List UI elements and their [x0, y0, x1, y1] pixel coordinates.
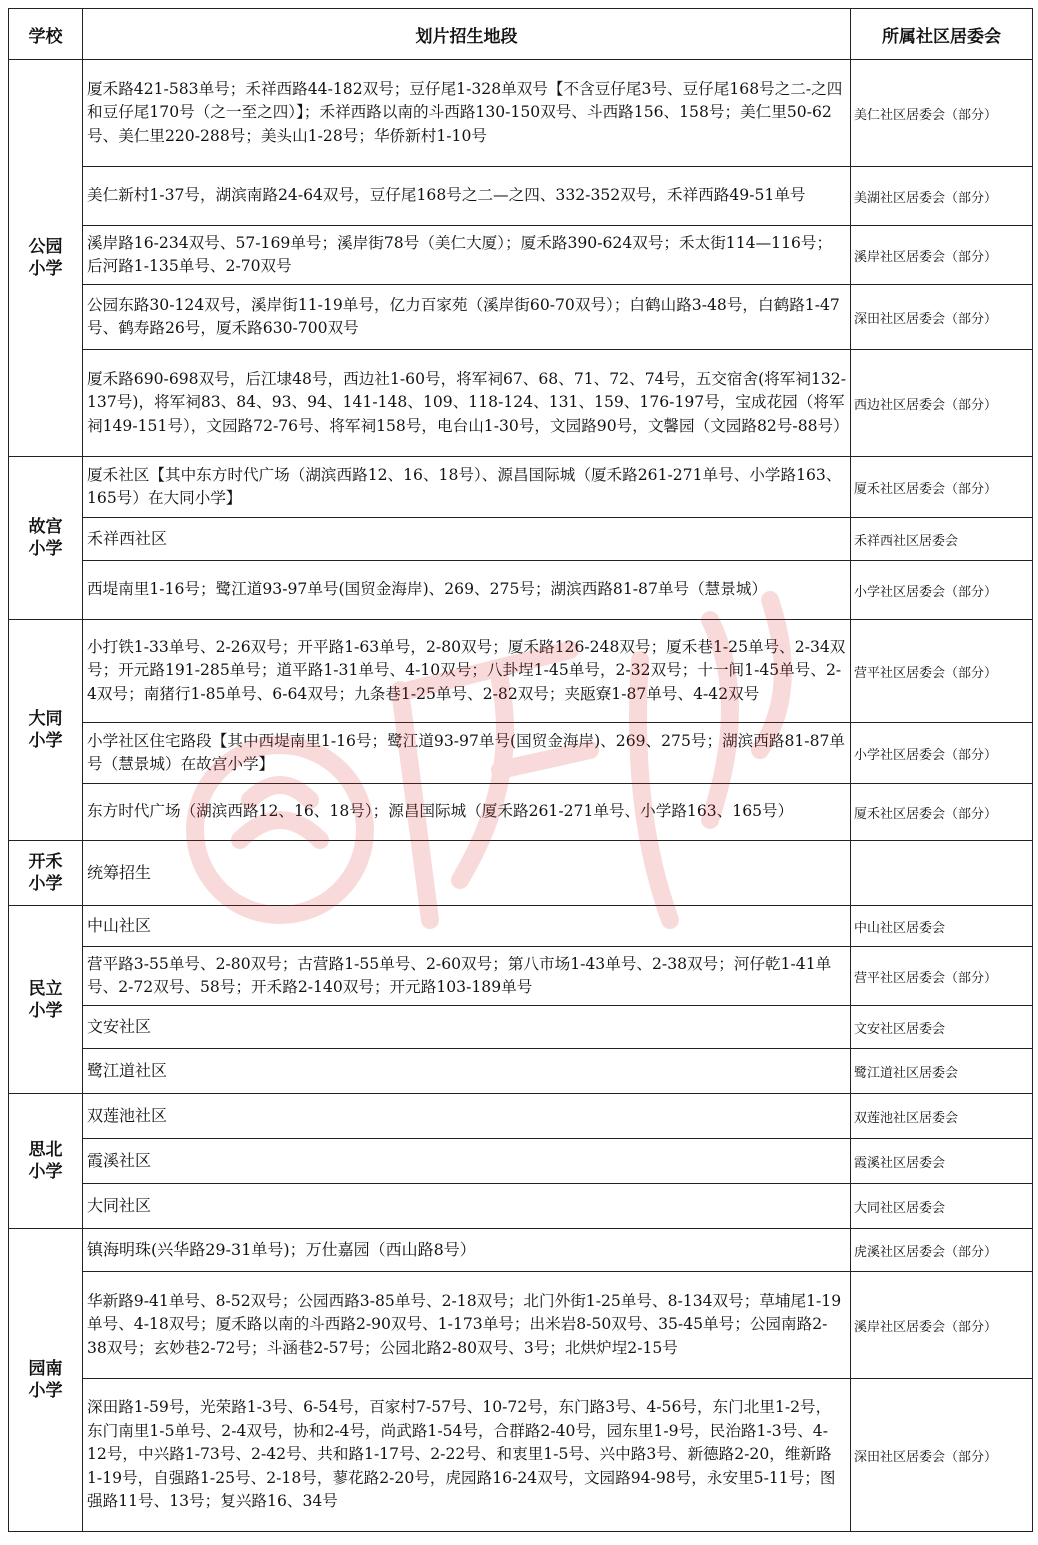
area-cell: 双莲池社区 [83, 1094, 851, 1139]
table-row [9, 1049, 1033, 1094]
table-row [9, 350, 1033, 457]
school-name-cell: 园南 小学 [9, 1229, 83, 1532]
school-name-cell: 民立 小学 [9, 906, 83, 1094]
committee-cell: 双莲池社区居委会 [851, 1094, 1033, 1139]
table-row [9, 1094, 1033, 1139]
table-row [9, 457, 1033, 518]
committee-cell: 深田社区居委会（部分） [851, 1379, 1033, 1532]
table-header-row [9, 9, 1033, 60]
committee-cell: 大同社区居委会 [851, 1184, 1033, 1229]
area-cell: 美仁新村1-37号，湖滨南路24-64双号，豆仔尾168号之二—之四、332-352双号，禾祥西路49-51单号 [83, 167, 851, 226]
committee-cell: 营平社区居委会（部分） [851, 620, 1033, 723]
area-cell: 禾祥西社区 [83, 518, 851, 561]
area-cell: 东方时代广场（湖滨西路12、16、18号）；源昌国际城（厦禾路261-271单号、小学路163、165号） [83, 784, 851, 841]
table-row [9, 285, 1033, 350]
table-row [9, 561, 1033, 620]
table-row [9, 723, 1033, 784]
table-row [9, 1229, 1033, 1272]
header-committee: 所属社区居委会 [851, 9, 1033, 60]
area-cell: 厦禾路421-583单号；禾祥西路44-182双号；豆仔尾1-328单双号【不含豆仔尾3号、豆仔尾168号之二-之四和豆仔尾170号（之一至之四）】；禾祥西路以南的斗西路130-150双号、斗西路156、158号；美仁里50-62号、美仁里220-288号；美头山1-28号；华侨新村1-10号 [83, 60, 851, 167]
table-row [9, 1184, 1033, 1229]
area-cell: 厦禾社区【其中东方时代广场（湖滨西路12、16、18号）、源昌国际城（厦禾路261-271单号、小学路163、165号）在大同小学】 [83, 457, 851, 518]
committee-cell: 深田社区居委会（部分） [851, 285, 1033, 350]
area-cell: 厦禾路690-698双号，后江埭48号，西边社1-60号，将军祠67、68、71、72、74号，五交宿舍(将军祠132-137号)，将军祠83、84、93、94、141-148、109、118-124、131、159、176-197号，宝成花园（将军祠149-151号），文园路72-76号、将军祠158号，电台山1-30号，文园路90号，文馨园（文园路82号-88号） [83, 350, 851, 457]
table-row [9, 1006, 1033, 1049]
school-name-cell: 公园 小学 [9, 60, 83, 457]
area-cell: 鹭江道社区 [83, 1049, 851, 1094]
table-row [9, 1139, 1033, 1184]
area-cell: 西堤南里1-16号；鹭江道93-97单号(国贸金海岸)、269、275号；湖滨西路81-87单号（慧景城） [83, 561, 851, 620]
committee-cell [851, 841, 1033, 906]
table-row [9, 784, 1033, 841]
table-row [9, 947, 1033, 1006]
area-cell: 中山社区 [83, 906, 851, 947]
committee-cell: 小学社区居委会（部分） [851, 723, 1033, 784]
table-row [9, 841, 1033, 906]
enrollment-zone-table-sheet [8, 8, 1032, 1532]
school-name-cell: 思北 小学 [9, 1094, 83, 1229]
table-row [9, 1379, 1033, 1532]
area-cell: 小打铁1-33单号、2-26双号；开平路1-63单号，2-80双号；厦禾路126-248双号；厦禾巷1-25单号、2-34双号；开元路191-285单号；道平路1-31单号、4-10双号；八卦埕1-45单号，2-32双号；十一间1-45单号、2-4双号；南猪行1-85单号、6-64双号；九条巷1-25单号、2-82双号；夹瓪寮1-87单号、4-42双号 [83, 620, 851, 723]
committee-cell: 小学社区居委会（部分） [851, 561, 1033, 620]
table-row [9, 60, 1033, 167]
committee-cell: 厦禾社区居委会（部分） [851, 457, 1033, 518]
area-cell: 公园东路30-124双号，溪岸街11-19单号，亿力百家苑（溪岸街60-70双号）；白鹤山路3-48号，白鹤路1-47号、鹤寿路26号，厦禾路630-700双号 [83, 285, 851, 350]
area-cell: 溪岸路16-234双号、57-169单号；溪岸街78号（美仁大厦）；厦禾路390-624双号；禾太街114—116号；后河路1-135单号、2-70双号 [83, 226, 851, 285]
committee-cell: 虎溪社区居委会（部分） [851, 1229, 1033, 1272]
header-school: 学校 [9, 9, 83, 60]
area-cell: 文安社区 [83, 1006, 851, 1049]
area-cell: 小学社区住宅路段【其中西堤南里1-16号；鹭江道93-97单号(国贸金海岸)、269、275号；湖滨西路81-87单号（慧景城）在故宫小学】 [83, 723, 851, 784]
committee-cell: 营平社区居委会（部分） [851, 947, 1033, 1006]
table-row [9, 906, 1033, 947]
area-cell: 华新路9-41单号、8-52双号；公园西路3-85单号、2-18双号；北门外街1-25单号、8-134双号；草埔尾1-19单号、4-18双号；厦禾路以南的斗西路2-90双号、1-173单号；出米岩8-50双号、35-45单号；公园南路2-38双号；玄妙巷2-72号；斗涵巷2-57号；公园北路2-80双号、3号；北烘炉埕2-15号 [83, 1272, 851, 1379]
area-cell: 统筹招生 [83, 841, 851, 906]
enrollment-zone-table [8, 8, 1033, 1532]
committee-cell: 美仁社区居委会（部分） [851, 60, 1033, 167]
area-cell: 镇海明珠(兴华路29-31单号)；万仕嘉园（西山路8号） [83, 1229, 851, 1272]
table-row [9, 1272, 1033, 1379]
table-row [9, 167, 1033, 226]
area-cell: 营平路3-55单号、2-80双号；古营路1-55单号、2-60双号；第八市场1-43单号、2-38双号；河仔乾1-41单号、2-72双号、58号；开禾路2-140双号；开元路103-189单号 [83, 947, 851, 1006]
school-name-cell: 开禾 小学 [9, 841, 83, 906]
table-row [9, 518, 1033, 561]
committee-cell: 文安社区居委会 [851, 1006, 1033, 1049]
committee-cell: 霞溪社区居委会 [851, 1139, 1033, 1184]
header-area: 划片招生地段 [83, 9, 851, 60]
area-cell: 深田路1-59号，光荣路1-3号、6-54号，百家村7-57号、10-72号，东门路3号、4-56号，东门北里1-2号，东门南里1-5单号、2-4双号，协和2-4号，尚武路1-54号，合群路2-40号，园东里1-9号，民治路1-3号、4-12号，中兴路1-73号、2-42号、共和路1-17号、2-22号、和衷里1-5号、兴中路3号、新德路2-20，维新路1-19号，自强路1-25号、2-18号，蓼花路2-20号，虎园路16-24双号，文园路94-98号，永安里5-11号；图强路11号、13号；复兴路16、34号 [83, 1379, 851, 1532]
committee-cell: 美湖社区居委会（部分） [851, 167, 1033, 226]
committee-cell: 溪岸社区居委会（部分） [851, 226, 1033, 285]
committee-cell: 中山社区居委会 [851, 906, 1033, 947]
committee-cell: 西边社区居委会（部分） [851, 350, 1033, 457]
area-cell: 霞溪社区 [83, 1139, 851, 1184]
committee-cell: 溪岸社区居委会（部分） [851, 1272, 1033, 1379]
committee-cell: 厦禾社区居委会（部分） [851, 784, 1033, 841]
school-name-cell: 大同 小学 [9, 620, 83, 841]
school-name-cell: 故宫 小学 [9, 457, 83, 620]
committee-cell: 禾祥西社区居委会 [851, 518, 1033, 561]
area-cell: 大同社区 [83, 1184, 851, 1229]
table-row [9, 226, 1033, 285]
table-row [9, 620, 1033, 723]
committee-cell: 鹭江道社区居委会 [851, 1049, 1033, 1094]
